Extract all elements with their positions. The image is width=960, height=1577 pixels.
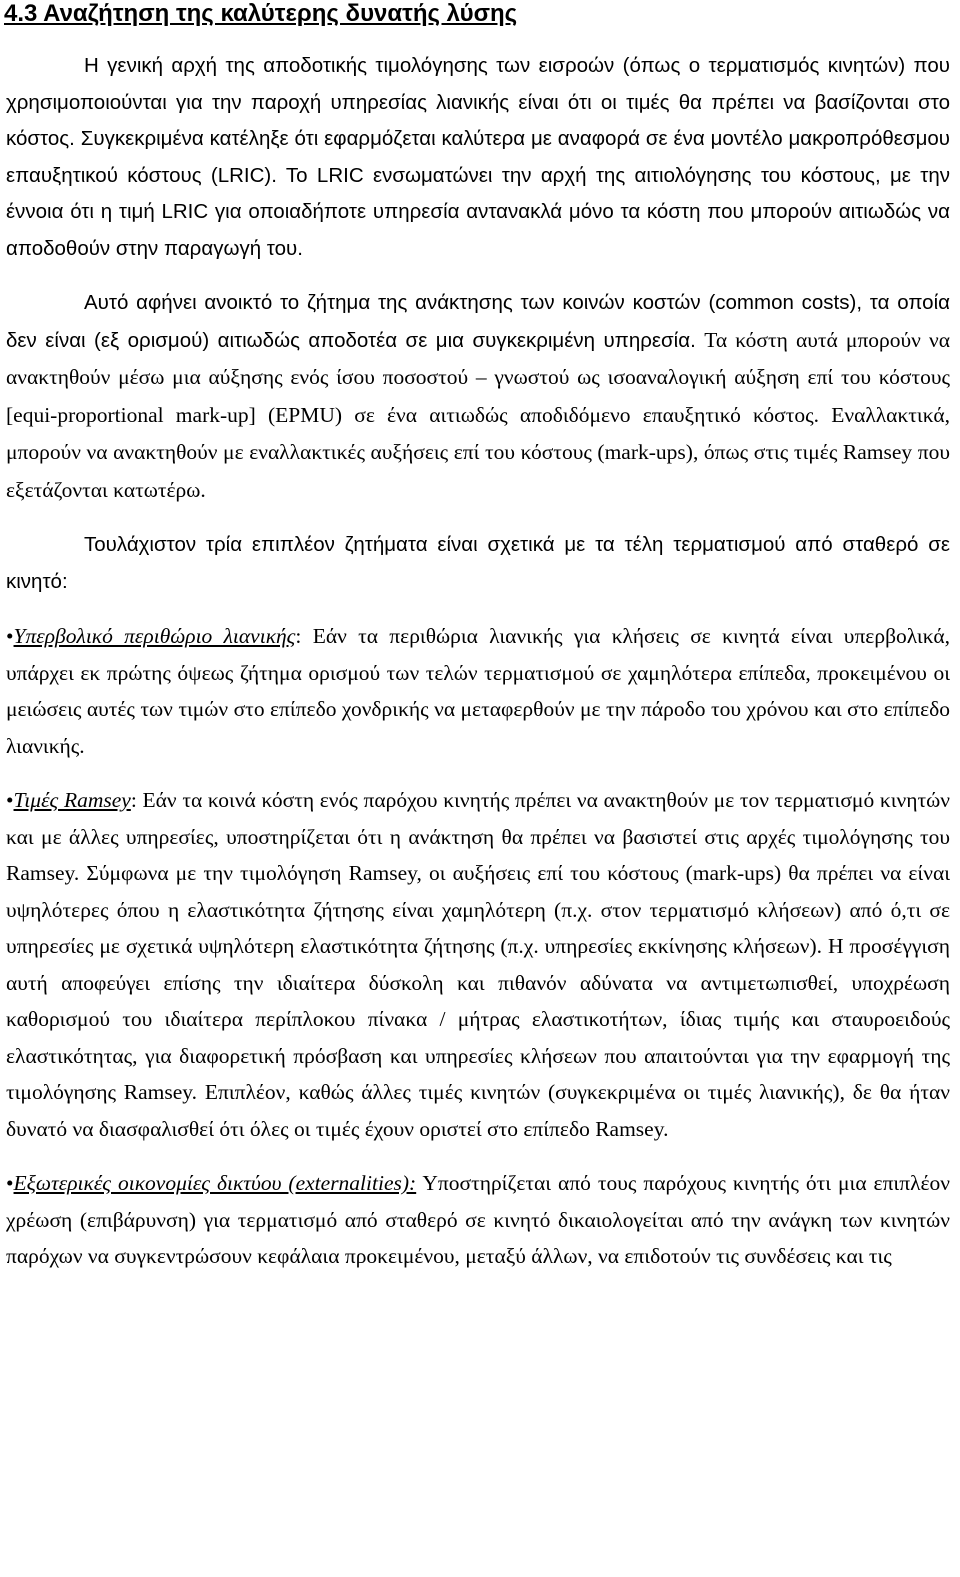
section-heading: 4.3 Αναζήτηση της καλύτερης δυνατής λύσης [4, 0, 518, 27]
bullet-marker: • [6, 624, 14, 648]
bullet-term: Τιμές Ramsey [13, 788, 131, 812]
bullet-term: Υπερβολικό περιθώριο λιανικής [13, 624, 296, 648]
bullet-retail-margin [6, 618, 950, 764]
bullet-network-externalities [6, 1165, 950, 1275]
mark-up-text: Τα κόστη αυτά μπορούν να ανακτηθούν μέσω μια αύξησης ενός ίσου ποσοστού – γνωστού ως ισοαναλογική αύξηση επί του κόστους [equi-proportional mark-up] (EPMU) σε ένα αιτιωδώς αποδιδόμενο επαυξητικό κόστος. Εναλλακτικά, μπορούν να ανακτηθούν με εναλλακτικές αυξήσεις επί του κόστους (mark-ups), όπως στις τιμές Ramsey που εξετάζονται κατωτέρω. [6, 327, 951, 502]
paragraph-gap [6, 1147, 950, 1165]
bullet-text: Εάν τα περιθώρια λιανικής για κλήσεις σε κινητά είναι υπερβολικά, υπάρχει εκ πρώτης όψεως ζήτημα ορισμού των τελών τερματισμού σε χαμηλότερα επίπεδα, προκειμένου οι μειώσεις αυτές των τιμών στο επίπεδο χονδρικής να μεταφερθούν με την πάροδο του χρόνου και στο επίπεδο λιανικής. [6, 624, 950, 758]
document-page [6, 0, 950, 1275]
bullet-colon: : [130, 788, 137, 812]
paragraph-gap [6, 267, 950, 285]
paragraph-gap [6, 509, 950, 527]
paragraph-gap [6, 600, 950, 618]
paragraph-common-costs [6, 285, 950, 509]
bullet-marker: • [6, 788, 14, 812]
bullet-text: Υποστηρίζεται από τους παρόχους κινητής ότι μια επιπλέον χρέωση (επιβάρυνση) για τερματισμό από σταθερό σε κινητό δικαιολογείται από την ανάγκη των κινητών παρόχων να συγκεντρώσουν κεφάλαια προκειμένου, μεταξύ άλλων, να επιδοτούν τις συνδέσεις και τις [6, 1171, 950, 1268]
bullet-term: Εξωτερικές οικονομίες δικτύου (externalities): [13, 1171, 417, 1195]
bullet-text: Εάν τα κοινά κόστη ενός παρόχου κινητής πρέπει να ανακτηθούν με τον τερματισμό κινητών και με άλλες υπηρεσίες, υποστηρίζεται ότι η ανάκτηση θα πρέπει να βασιστεί στις αρχές τιμολόγησης του Ramsey. Σύμφωνα με την τιμολόγηση Ramsey, οι αυξήσεις επί του κόστους (mark-ups) θα πρέπει να είναι υψηλότερες όπου η ελαστικότητα ζήτησης είναι χαμηλότερη (π.χ. στον τερματισμό κλήσεων) από ό,τι σε υπηρεσίες με σχετικά υψηλότερη ελαστικότητα ζήτησης (π.χ. υπηρεσίες εκκίνησης κλήσεων). Η προσέγγιση αυτή αποφεύγει επίσης την ιδιαίτερα δύσκολη και πιθανόν αδύνατα να αντιμετωπισθεί, υποχρέωση καθορισμού του ιδιαίτερα περίπλοκου πίνακα / μήτρας ελαστικοτήτων, ίδιας τιμής και σταυροειδούς ελαστικότητας, για διαφορετική πρόσβαση και υπηρεσίες κλήσεων που απαιτούνται για την εφαρμογή της τιμολόγησης Ramsey. Επιπλέον, καθώς άλλες τιμές κινητών (συγκεκριμένα οι τιμές λιανικής), δε θα ήταν δυνατό να διασφαλισθεί ότι όλες οι τιμές έχουν οριστεί στο επίπεδο Ramsey. [6, 788, 950, 1141]
paragraph-efficient-pricing: Η γενική αρχή της αποδοτικής τιμολόγησης των εισροών (όπως ο τερματισμός κινητών) που χρησιμοποιούνται για την παροχή υπηρεσίας λιανικής είναι ότι οι τιμές θα πρέπει να βασίζονται στο κόστος. Συγκεκριμένα κατέληξε ότι εφαρμόζεται καλύτερα με αναφορά σε ένα μοντέλο μακροπρόθεσμου επαυξητικού κόστους (LRIC). Το LRIC ενσωματώνει την αρχή της αιτιολόγησης του κόστους, με την έννοια ότι η τιμή LRIC για οποιαδήποτε υπηρεσία αντανακλά μόνο τα κόστη που μπορούν αιτιωδώς να αποδοθούν στην παραγωγή του. [6, 54, 950, 260]
bullet-ramsey-prices [6, 782, 950, 1147]
paragraph-gap [6, 764, 950, 782]
bullet-marker: • [6, 1171, 14, 1195]
bullet-colon: : [295, 624, 302, 648]
paragraph-three-issues: Τουλάχιστον τρία επιπλέον ζητήματα είναι σχετικά με τα τέλη τερματισμού από σταθερό σε κινητό: [6, 533, 950, 593]
common-costs-text: Αυτό αφήνει ανοικτό το ζήτημα της ανάκτησης των κοινών κοστών (common costs), τα οποία δεν είναι (εξ ορισμού) αιτιωδώς αποδοτέα σε μια συγκεκριμένη υπηρεσία. [6, 291, 950, 352]
